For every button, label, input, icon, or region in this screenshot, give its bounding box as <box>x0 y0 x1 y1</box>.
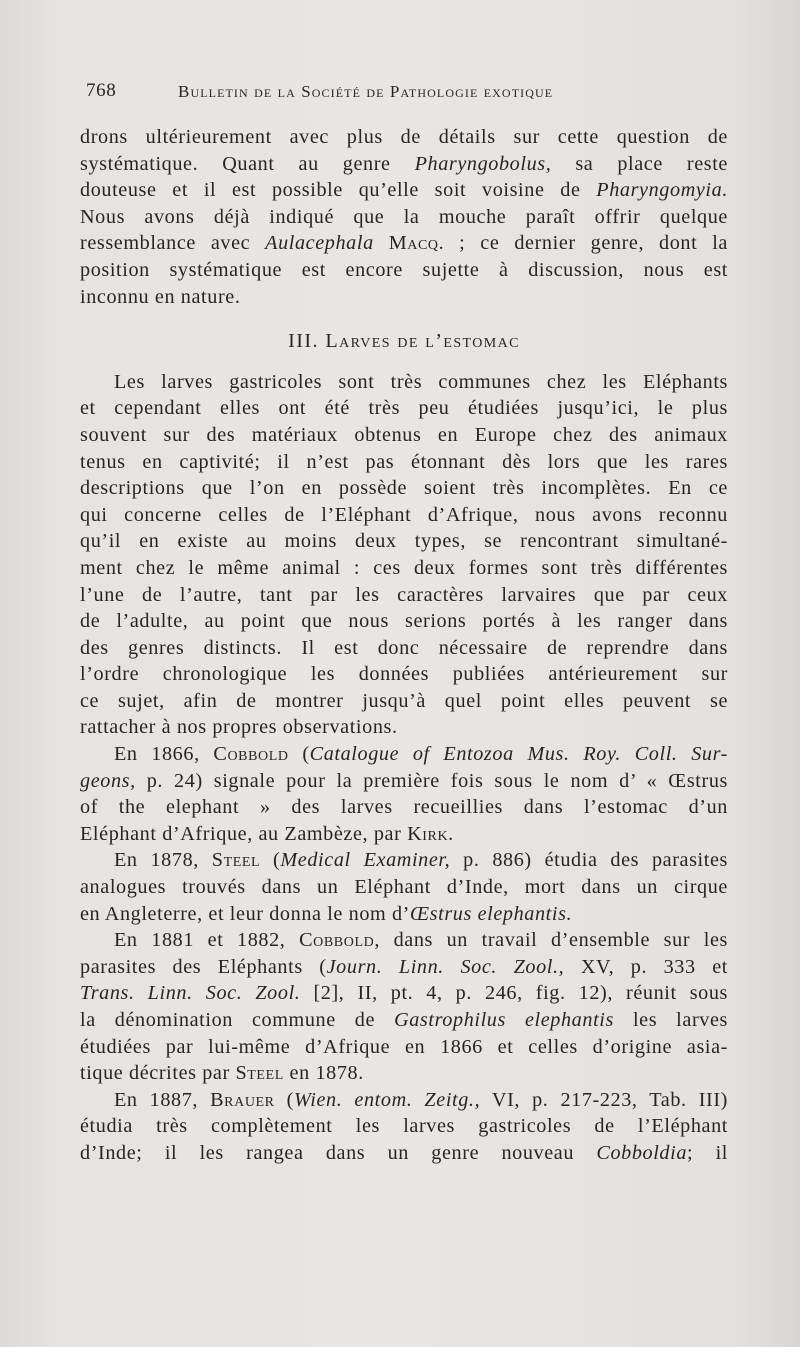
text-line: parasites des Eléphants (Journ. Linn. Soc. Zool., XV, p. 333 et <box>80 955 728 978</box>
text-line: En 1881 et 1882, Cobbold, dans un travail d’ensemble sur les <box>114 929 729 952</box>
italic-text: Aulacephala <box>265 232 374 255</box>
text-line: d’Inde; il les rangea dans un genre nouveau Cobboldia; il <box>80 1141 728 1164</box>
italic-text: Catalogue of Entozoa Mus. Roy. Coll. Sur- <box>309 743 728 766</box>
text-line: et cependant elles ont été très peu étudiées jusqu’ici, le plus <box>80 397 728 420</box>
text-line: Les larves gastricoles sont très communes chez les Eléphants <box>114 370 728 393</box>
text-line: l’ordre chronologique les données publiées antérieurement sur <box>80 663 728 686</box>
paragraph <box>80 124 728 310</box>
italic-text: Pharyngobolus, <box>414 152 552 175</box>
italic-text: Œstrus elephantis. <box>410 902 573 925</box>
author-name: Steel <box>211 849 261 872</box>
author-name: Macq. <box>388 232 445 255</box>
body-text <box>80 124 728 1167</box>
text-line: inconnu en nature. <box>80 285 241 308</box>
text-line: la dénomination commune de Gastrophilus elephantis les larves <box>80 1009 728 1031</box>
italic-text: geons, <box>80 769 136 792</box>
text-line: étudiées par lui-même d’Afrique en 1866 et celles d’origine asia- <box>80 1035 728 1058</box>
text-line: qu’il en existe au moins deux types, se rencontrant simultané- <box>80 530 728 553</box>
text-line: ressemblance avec Aulacephala Macq. ; ce dernier genre, dont la <box>80 232 728 255</box>
italic-text: Trans. Linn. Soc. Zool. <box>80 982 301 1005</box>
paragraph <box>80 927 728 1087</box>
text-line: souvent sur des matériaux obtenus en Europe chez des animaux <box>80 423 728 446</box>
text-line: tenus en captivité; il n’est pas étonnant dès lors que les rares <box>80 450 728 473</box>
italic-text: Pharyngomyia. <box>596 179 728 202</box>
text-line: l’une de l’autre, tant par les caractères larvaires que par ceux <box>80 583 728 606</box>
author-name: Steel <box>235 1062 284 1085</box>
text-line: douteuse et il est possible qu’elle soit voisine de Pharyngomyia. <box>80 179 728 202</box>
text-line: En 1887, Brauer (Wien. entom. Zeitg., VI, p. 217-223, Tab. III) <box>114 1088 728 1111</box>
text-line: de l’adulte, au point que nous serions portés à les ranger dans <box>80 610 728 633</box>
text-line: position systématique est encore sujette à discussion, nous est <box>80 258 728 281</box>
italic-text: Medical Examiner, <box>280 849 451 872</box>
text-line: rattacher à nos propres observations. <box>80 716 398 739</box>
text-line: systématique. Quant au genre Pharyngobolus, sa place reste <box>80 152 728 175</box>
running-title: Bulletin de la Société de Pathologie exotique <box>178 82 554 101</box>
text-line: ce sujet, afin de montrer jusqu’à quel point elles peuvent se <box>80 689 728 712</box>
text-line: des genres distincts. Il est donc nécessaire de reprendre dans <box>80 636 728 659</box>
text-line: ment chez le même animal : ces deux formes sont très différentes <box>80 556 728 579</box>
text-line: analogues trouvés dans un Eléphant d’Inde, mort dans un cirque <box>80 876 728 899</box>
author-name: Brauer <box>210 1088 275 1111</box>
paragraph <box>80 369 728 741</box>
author-name: Kirk. <box>407 822 454 845</box>
text-line: descriptions que l’on en possède soient très incomplètes. En ce <box>80 477 728 500</box>
italic-text: Wien. entom. Zeitg., <box>293 1088 481 1111</box>
italic-text: Gastrophilus elephantis <box>394 1009 614 1031</box>
section-heading: III. Larves de l’estomac <box>288 330 520 353</box>
author-name: Cobbold, <box>299 929 380 952</box>
text-line: Eléphant d’Afrique, au Zambèze, par Kirk. <box>80 822 454 845</box>
text-line: Nous avons déjà indiqué que la mouche paraît offrir quelque <box>80 205 728 228</box>
italic-text: Journ. Linn. Soc. Zool., <box>326 955 565 978</box>
text-line: tique décrites par Steel en 1878. <box>80 1062 364 1085</box>
text-line: geons, p. 24) signale pour la première fois sous le nom d’ « Œstrus <box>80 769 728 792</box>
paragraph <box>80 741 728 847</box>
text-line: Trans. Linn. Soc. Zool. [2], II, pt. 4, p. 246, fig. 12), réunit sous <box>80 982 729 1005</box>
paragraph <box>80 847 728 927</box>
text-line: of the elephant » des larves recueillies dans l’estomac d’un <box>80 796 728 819</box>
paragraph <box>80 1087 728 1167</box>
text-line: drons ultérieurement avec plus de détails sur cette question de <box>80 126 728 148</box>
text-line: en Angleterre, et leur donna le nom d’Œstrus elephantis. <box>80 902 573 925</box>
section-heading-row <box>80 328 728 355</box>
text-line: En 1878, Steel (Medical Examiner, p. 886) étudia des parasites <box>114 849 728 872</box>
italic-text: Cobboldia <box>596 1141 688 1164</box>
text-line: étudia très complètement les larves gastricoles de l’Eléphant <box>80 1115 728 1138</box>
author-name: Cobbold <box>213 743 289 766</box>
page-number: 768 <box>86 80 117 101</box>
text-line: qui concerne celles de l’Eléphant d’Afrique, nous avons reconnu <box>80 503 728 526</box>
text-line: En 1866, Cobbold (Catalogue of Entozoa Mus. Roy. Coll. Sur- <box>114 743 728 766</box>
